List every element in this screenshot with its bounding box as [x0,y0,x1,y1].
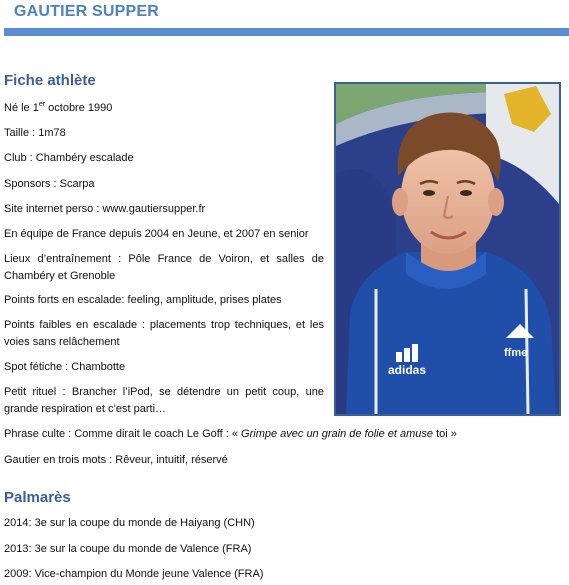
header-rule [4,28,569,36]
site-perso: Site internet perso : www.gautiersupper.fr [4,203,206,215]
spot-fetiche: Spot fétiche : Chambotte [4,361,126,373]
athlete-name: GAUTIER SUPPER [14,3,160,20]
lieux-entrainement: Lieux d’entraînement : Pôle France de Voiron, et salles de Chambéry et Grenoble [4,253,324,282]
fiche-heading: Fiche athlète [4,72,96,89]
ffme-badge: ffme [504,347,528,359]
phrase-culte: Phrase culte : Comme dirait le coach Le Goff : « Grimpe avec un grain de folie et amuse toi » [4,428,457,440]
palmares-heading: Palmarès [4,489,71,506]
petit-rituel: Petit rituel : Brancher l’iPod, se détendre un petit coup, une grande respiration et c’est parti… [4,386,324,415]
sponsors: Sponsors : Scarpa [4,178,95,190]
taille: Taille : 1m78 [4,127,66,139]
birth-date: Né le 1er octobre 1990 [4,101,113,114]
points-faibles: Points faibles en escalade : placements trop techniques, et les voies sans relâchement [4,319,324,348]
equipe-france: En équipe de France depuis 2004 en Jeune, et 2007 en senior [4,228,309,240]
adidas-logo: adidas [388,363,427,377]
athlete-portrait-icon [336,84,559,414]
palmares-item: 2014: 3e sur la coupe du monde de Haiyang (CHN) [4,517,255,529]
club: Club : Chambéry escalade [4,152,134,164]
trois-mots: Gautier en trois mots : Rêveur, intuitif, réservé [4,454,228,466]
points-forts: Points forts en escalade: feeling, amplitude, prises plates [4,294,282,306]
palmares-item: 2009: Vice-champion du Monde jeune Valence (FRA) [4,568,264,580]
palmares-item: 2013: 3e sur la coupe du monde de Valence (FRA) [4,543,252,555]
athlete-photo [334,82,561,416]
